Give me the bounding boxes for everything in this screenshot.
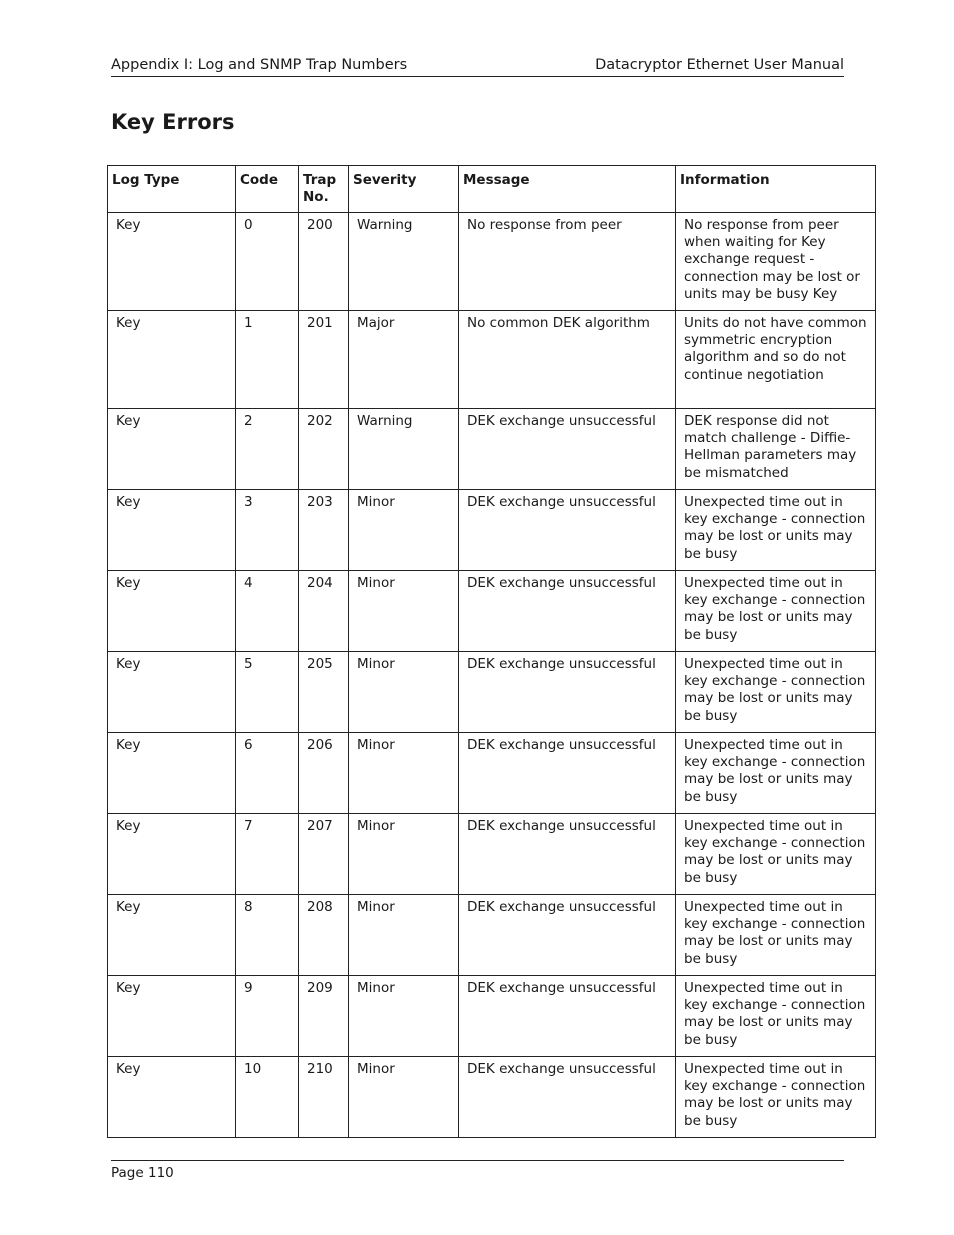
cell-trap-no: 201 bbox=[299, 311, 349, 409]
table-row bbox=[108, 733, 876, 814]
cell-trap-no: 200 bbox=[299, 213, 349, 311]
cell-log-type: Key bbox=[108, 490, 236, 571]
cell-code: 6 bbox=[236, 733, 299, 814]
table-row bbox=[108, 895, 876, 976]
cell-code: 9 bbox=[236, 976, 299, 1057]
cell-message: DEK exchange unsuccessful bbox=[459, 571, 676, 652]
cell-log-type: Key bbox=[108, 652, 236, 733]
cell-severity: Minor bbox=[349, 733, 459, 814]
cell-log-type: Key bbox=[108, 733, 236, 814]
cell-log-type: Key bbox=[108, 814, 236, 895]
column-header-severity: Severity bbox=[349, 166, 459, 213]
cell-trap-no: 210 bbox=[299, 1057, 349, 1138]
cell-message: DEK exchange unsuccessful bbox=[459, 1057, 676, 1138]
cell-message: DEK exchange unsuccessful bbox=[459, 733, 676, 814]
header-manual-title: Datacryptor Ethernet User Manual bbox=[595, 57, 844, 73]
cell-information: No response from peer when waiting for Key exchange request - connection may be lost or units may be busy Key bbox=[676, 213, 876, 311]
table-row bbox=[108, 311, 876, 409]
cell-log-type: Key bbox=[108, 976, 236, 1057]
page-header bbox=[111, 56, 844, 77]
cell-code: 2 bbox=[236, 409, 299, 490]
header-chapter: Appendix I: Log and SNMP Trap Numbers bbox=[111, 57, 408, 73]
cell-message: DEK exchange unsuccessful bbox=[459, 490, 676, 571]
table-row bbox=[108, 814, 876, 895]
cell-log-type: Key bbox=[108, 571, 236, 652]
cell-message: No response from peer bbox=[459, 213, 676, 311]
section-title: Key Errors bbox=[111, 110, 235, 134]
table-row bbox=[108, 490, 876, 571]
column-header-code: Code bbox=[236, 166, 299, 213]
cell-information: Unexpected time out in key exchange - connection may be lost or units may be busy bbox=[676, 490, 876, 571]
cell-trap-no: 209 bbox=[299, 976, 349, 1057]
cell-code: 3 bbox=[236, 490, 299, 571]
cell-code: 10 bbox=[236, 1057, 299, 1138]
cell-trap-no: 208 bbox=[299, 895, 349, 976]
cell-code: 4 bbox=[236, 571, 299, 652]
cell-code: 7 bbox=[236, 814, 299, 895]
page-footer bbox=[111, 1160, 844, 1181]
cell-code: 1 bbox=[236, 311, 299, 409]
cell-message: DEK exchange unsuccessful bbox=[459, 814, 676, 895]
column-header-information: Information bbox=[676, 166, 876, 213]
table-header-row bbox=[108, 166, 876, 213]
table-row bbox=[108, 213, 876, 311]
cell-trap-no: 205 bbox=[299, 652, 349, 733]
cell-code: 5 bbox=[236, 652, 299, 733]
cell-information: Unexpected time out in key exchange - connection may be lost or units may be busy bbox=[676, 1057, 876, 1138]
key-errors-table bbox=[107, 165, 876, 1138]
table-row bbox=[108, 1057, 876, 1138]
cell-severity: Minor bbox=[349, 895, 459, 976]
cell-severity: Minor bbox=[349, 1057, 459, 1138]
cell-message: DEK exchange unsuccessful bbox=[459, 976, 676, 1057]
cell-severity: Minor bbox=[349, 976, 459, 1057]
cell-information: Unexpected time out in key exchange - connection may be lost or units may be busy bbox=[676, 976, 876, 1057]
table-row bbox=[108, 571, 876, 652]
cell-severity: Minor bbox=[349, 814, 459, 895]
cell-information: Unexpected time out in key exchange - connection may be lost or units may be busy bbox=[676, 652, 876, 733]
cell-severity: Minor bbox=[349, 490, 459, 571]
cell-severity: Minor bbox=[349, 571, 459, 652]
cell-message: No common DEK algorithm bbox=[459, 311, 676, 409]
cell-code: 8 bbox=[236, 895, 299, 976]
table-row bbox=[108, 976, 876, 1057]
cell-log-type: Key bbox=[108, 1057, 236, 1138]
cell-log-type: Key bbox=[108, 213, 236, 311]
cell-severity: Minor bbox=[349, 652, 459, 733]
table-row bbox=[108, 409, 876, 490]
cell-severity: Warning bbox=[349, 213, 459, 311]
cell-trap-no: 202 bbox=[299, 409, 349, 490]
cell-log-type: Key bbox=[108, 895, 236, 976]
cell-severity: Major bbox=[349, 311, 459, 409]
cell-trap-no: 206 bbox=[299, 733, 349, 814]
column-header-trap-no: Trap No. bbox=[299, 166, 349, 213]
table-row bbox=[108, 652, 876, 733]
cell-trap-no: 203 bbox=[299, 490, 349, 571]
cell-log-type: Key bbox=[108, 311, 236, 409]
cell-information: Unexpected time out in key exchange - connection may be lost or units may be busy bbox=[676, 733, 876, 814]
cell-severity: Warning bbox=[349, 409, 459, 490]
column-header-message: Message bbox=[459, 166, 676, 213]
cell-log-type: Key bbox=[108, 409, 236, 490]
cell-information: Unexpected time out in key exchange - connection may be lost or units may be busy bbox=[676, 571, 876, 652]
page-number: Page 110 bbox=[111, 1165, 174, 1181]
cell-trap-no: 204 bbox=[299, 571, 349, 652]
cell-information: Unexpected time out in key exchange - connection may be lost or units may be busy bbox=[676, 814, 876, 895]
cell-information: Unexpected time out in key exchange - connection may be lost or units may be busy bbox=[676, 895, 876, 976]
cell-code: 0 bbox=[236, 213, 299, 311]
cell-message: DEK exchange unsuccessful bbox=[459, 652, 676, 733]
cell-message: DEK exchange unsuccessful bbox=[459, 409, 676, 490]
cell-message: DEK exchange unsuccessful bbox=[459, 895, 676, 976]
cell-trap-no: 207 bbox=[299, 814, 349, 895]
cell-information: Units do not have common symmetric encryption algorithm and so do not continue negotiation bbox=[676, 311, 876, 409]
column-header-log-type: Log Type bbox=[108, 166, 236, 213]
cell-information: DEK response did not match challenge - Diffie-Hellman parameters may be mismatched bbox=[676, 409, 876, 490]
